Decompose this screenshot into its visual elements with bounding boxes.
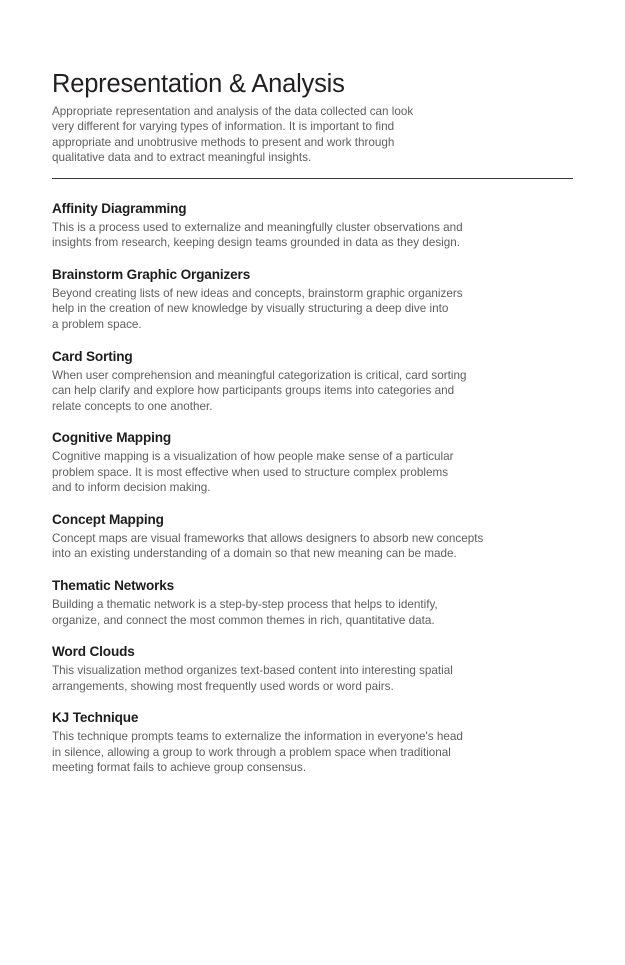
- body-line: problem space. It is most effective when used to structure complex problems: [52, 465, 449, 479]
- section-thematic-networks: [52, 578, 573, 628]
- section-body: [52, 531, 494, 562]
- body-line: insights from research, keeping design teams grounded in data as they design.: [52, 236, 461, 250]
- body-line: into an existing understanding of a domain so that new meaning can be made.: [52, 547, 457, 561]
- section-word-clouds: [52, 644, 573, 694]
- intro-paragraph: [52, 104, 424, 166]
- section-title: Brainstorm Graphic Organizers: [52, 266, 251, 282]
- body-line: in silence, allowing a group to work through a problem space when traditional: [52, 745, 451, 759]
- section-title: Concept Mapping: [52, 511, 164, 527]
- section-card-sorting: [52, 349, 573, 415]
- intro-line: qualitative data and to extract meaningful insights.: [52, 151, 312, 165]
- body-line: This technique prompts teams to externalize the information in everyone's head: [52, 730, 463, 744]
- sections-list: [52, 201, 573, 776]
- section-brainstorm-graphic-organizers: [52, 267, 573, 333]
- body-line: Concept maps are visual frameworks that allows designers to absorb new concepts: [52, 531, 484, 545]
- body-line: When user comprehension and meaningful categorization is critical, card sorting: [52, 368, 467, 382]
- document-header: [52, 70, 573, 179]
- body-line: Beyond creating lists of new ideas and concepts, brainstorm graphic organizers: [52, 286, 463, 300]
- section-concept-mapping: [52, 512, 573, 562]
- intro-line: very different for varying types of information. It is important to find: [52, 120, 395, 134]
- body-line: meeting format fails to achieve group consensus.: [52, 761, 307, 775]
- body-line: relate concepts to one another.: [52, 399, 213, 413]
- section-title: Affinity Diagramming: [52, 200, 187, 216]
- intro-line: appropriate and unobtrusive methods to present and work through: [52, 135, 395, 149]
- body-line: This is a process used to externalize and meaningfully cluster observations and: [52, 220, 463, 234]
- section-title: Word Clouds: [52, 644, 135, 660]
- body-line: organize, and connect the most common themes in rich, quantitative data.: [52, 613, 435, 627]
- body-line: a problem space.: [52, 318, 142, 332]
- section-body: [52, 597, 492, 628]
- body-line: Building a thematic network is a step-by-step process that helps to identify,: [52, 598, 438, 612]
- body-line: help in the creation of new knowledge by visually structuring a deep dive into: [52, 302, 449, 316]
- section-body: [52, 449, 492, 496]
- section-title: Thematic Networks: [52, 578, 175, 594]
- section-body: [52, 286, 492, 333]
- section-kj-technique: [52, 710, 573, 776]
- section-body: [52, 368, 492, 415]
- section-title: Cognitive Mapping: [52, 430, 172, 446]
- body-line: Cognitive mapping is a visualization of how people make sense of a particular: [52, 450, 454, 464]
- section-body: [52, 220, 492, 251]
- body-line: and to inform decision making.: [52, 481, 211, 495]
- section-title: Card Sorting: [52, 348, 133, 364]
- body-line: arrangements, showing most frequently used words or word pairs.: [52, 679, 394, 693]
- section-body: [52, 663, 492, 694]
- body-line: This visualization method organizes text-based content into interesting spatial: [52, 664, 453, 678]
- page-title: Representation & Analysis: [52, 70, 345, 98]
- section-title: KJ Technique: [52, 710, 139, 726]
- intro-line: Appropriate representation and analysis of the data collected can look: [52, 105, 414, 119]
- section-affinity-diagramming: [52, 201, 573, 251]
- section-cognitive-mapping: [52, 430, 573, 496]
- section-body: [52, 729, 492, 776]
- body-line: can help clarify and explore how participants groups items into categories and: [52, 384, 455, 398]
- header-divider: [52, 178, 573, 179]
